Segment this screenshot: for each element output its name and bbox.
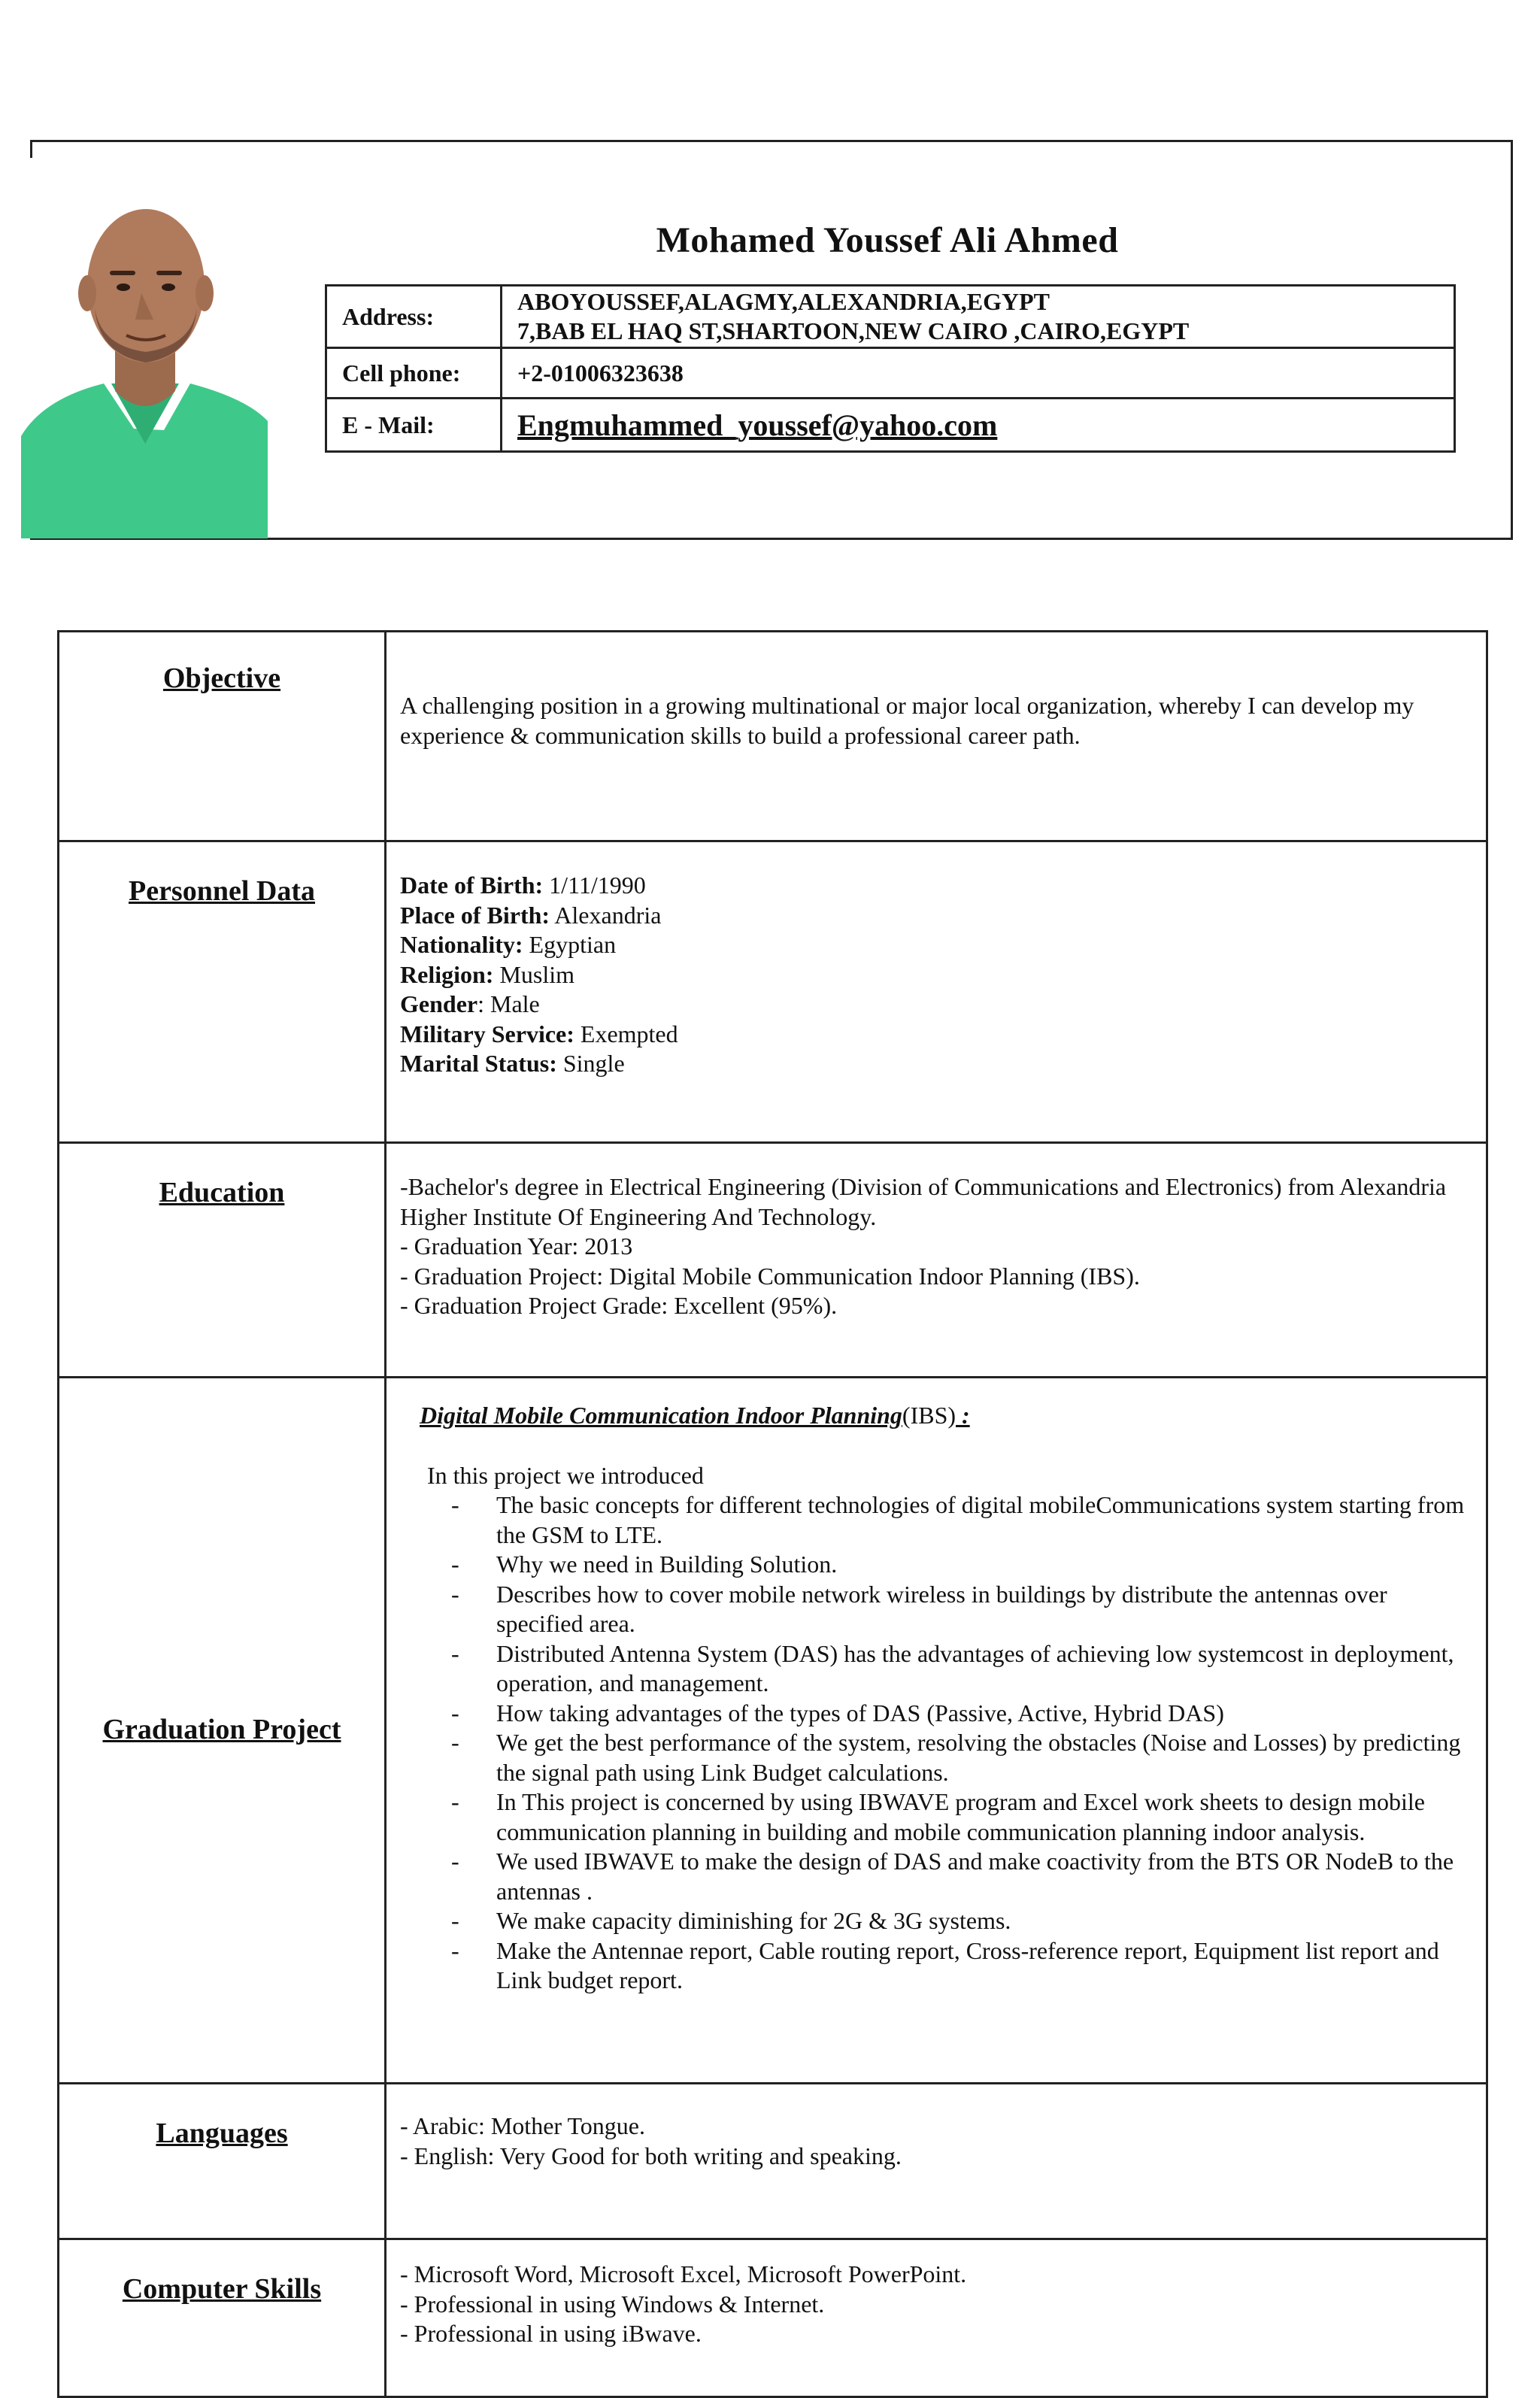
phone-label: Cell phone: [326, 348, 502, 399]
pd-value: 1/11/1990 [543, 872, 646, 899]
pd-gender [400, 990, 1474, 1020]
project-bullet: - We used IBWAVE to make the design of DAS and make coactivity from the BTS OR NodeB to the antennas . [430, 1847, 1474, 1906]
education-row [59, 1143, 1487, 1378]
languages-row [59, 2084, 1487, 2239]
pd-value: Muslim [493, 960, 575, 988]
project-bullet: - We make capacity diminishing for 2G & 3G systems. [430, 1906, 1474, 1936]
section-title-cell [59, 632, 386, 841]
pd-label: Place of Birth: [400, 901, 550, 929]
language-line: - English: Very Good for both writing and speaking. [400, 2142, 902, 2169]
project-name: Digital Mobile Communication Indoor Planning [420, 1402, 902, 1429]
section-title-cell [59, 2239, 386, 2397]
pd-label: Nationality: [400, 931, 523, 958]
project-bullet: - How taking advantages of the types of DAS (Passive, Active, Hybrid DAS) [430, 1699, 1474, 1729]
pd-marital [400, 1049, 1474, 1079]
email-cell [502, 399, 1455, 452]
project-bullet: - We get the best performance of the system, resolving the obstacles (Noise and Losses) by predicting the signal path using Link Budget calculations. [430, 1728, 1474, 1787]
section-title-cell [59, 2084, 386, 2239]
project-bullets [400, 1490, 1474, 1996]
pd-label: Military Service: [400, 1020, 574, 1047]
computer-skills-title: Computer Skills [122, 2273, 322, 2305]
profile-photo [21, 158, 268, 538]
pd-value: Exempted [574, 1020, 678, 1047]
languages-content [386, 2084, 1487, 2239]
graduation-project-title: Graduation Project [102, 1714, 341, 1746]
pd-dob [400, 871, 1474, 901]
skill-line: - Professional in using Windows & Internet. [400, 2290, 825, 2318]
project-suffix: (IBS) [902, 1402, 956, 1429]
project-intro: In this project we introduced [427, 1461, 704, 1489]
section-title-cell [59, 1378, 386, 2084]
section-title-cell [59, 841, 386, 1143]
contact-table [325, 284, 1456, 453]
project-bullet: - Describes how to cover mobile network wireless in buildings by distribute the antennas over specified area. [430, 1580, 1474, 1639]
project-bullet: - Distributed Antenna System (DAS) has the advantages of achieving low systemcost in deployment, operation, and management. [430, 1639, 1474, 1699]
objective-row [59, 632, 1487, 841]
objective-content [386, 632, 1487, 841]
pd-label: Marital Status: [400, 1050, 557, 1077]
education-line: - Graduation Project: Digital Mobile Communication Indoor Planning (IBS). [400, 1262, 1140, 1290]
pd-nationality [400, 930, 1474, 960]
email-label: E - Mail: [326, 399, 502, 452]
email-row [326, 399, 1455, 452]
education-title: Education [159, 1177, 285, 1208]
education-content [386, 1143, 1487, 1378]
project-bullet: - The basic concepts for different technologies of digital mobileCommunications system starting from the GSM to LTE. [430, 1490, 1474, 1550]
pd-label: Gender [400, 990, 478, 1017]
personnel-row [59, 841, 1487, 1143]
address-line: 7,BAB EL HAQ ST,SHARTOON,NEW CAIRO ,CAIRO,EGYPT [517, 317, 1190, 344]
phone-value: +2-01006323638 [502, 348, 1455, 399]
address-value [502, 286, 1455, 348]
pd-value: Egyptian [523, 931, 617, 958]
language-line: - Arabic: Mother Tongue. [400, 2112, 645, 2139]
cv-table [57, 630, 1488, 2398]
project-heading [400, 1401, 1474, 1431]
graduation-project-row [59, 1378, 1487, 2084]
education-line: -Bachelor's degree in Electrical Engineering (Division of Communications and Electronics) from Alexandria Higher Institute Of Engineering And Technology. [400, 1173, 1447, 1230]
personnel-title: Personnel Data [128, 875, 316, 907]
computer-skills-content [386, 2239, 1487, 2397]
pd-value: Alexandria [550, 901, 662, 929]
email-link[interactable]: Engmuhammed_youssef@yahoo.com [517, 408, 998, 442]
address-line: ABOYOUSSEF,ALAGMY,ALEXANDRIA,EGYPT [517, 288, 1050, 315]
objective-text: A challenging position in a growing multinational or major local organization, whereby I can develop my experience & communication skills to build a professional career path. [400, 692, 1414, 749]
objective-title: Objective [162, 662, 281, 694]
candidate-name: Mohamed Youssef Ali Ahmed [656, 220, 1119, 260]
pd-value: : Male [477, 990, 540, 1017]
address-row [326, 286, 1455, 348]
pd-religion [400, 960, 1474, 990]
pd-value: Single [556, 1050, 625, 1077]
computer-skills-row [59, 2239, 1487, 2397]
project-bullet: - Make the Antennae report, Cable routing report, Cross-reference report, Equipment list report and Link budget report. [430, 1936, 1474, 1996]
graduation-project-content [386, 1378, 1487, 2084]
pd-pob [400, 901, 1474, 931]
project-colon: : [956, 1402, 970, 1429]
education-line: - Graduation Project Grade: Excellent (95%). [400, 1292, 838, 1319]
skill-line: - Professional in using iBwave. [400, 2320, 702, 2347]
project-bullet: - Why we need in Building Solution. [430, 1550, 1474, 1580]
section-title-cell [59, 1143, 386, 1378]
project-bullet: - In This project is concerned by using IBWAVE program and Excel work sheets to design mobile communication planning in building and mobile communication planning indoor analysis. [430, 1787, 1474, 1847]
address-label: Address: [326, 286, 502, 348]
skill-line: - Microsoft Word, Microsoft Excel, Microsoft PowerPoint. [400, 2260, 967, 2287]
education-line: - Graduation Year: 2013 [400, 1232, 633, 1260]
pd-label: Date of Birth: [400, 872, 544, 899]
phone-row [326, 348, 1455, 399]
pd-military [400, 1020, 1474, 1050]
pd-label: Religion: [400, 960, 494, 988]
personnel-content [386, 841, 1487, 1143]
languages-title: Languages [156, 2118, 288, 2149]
